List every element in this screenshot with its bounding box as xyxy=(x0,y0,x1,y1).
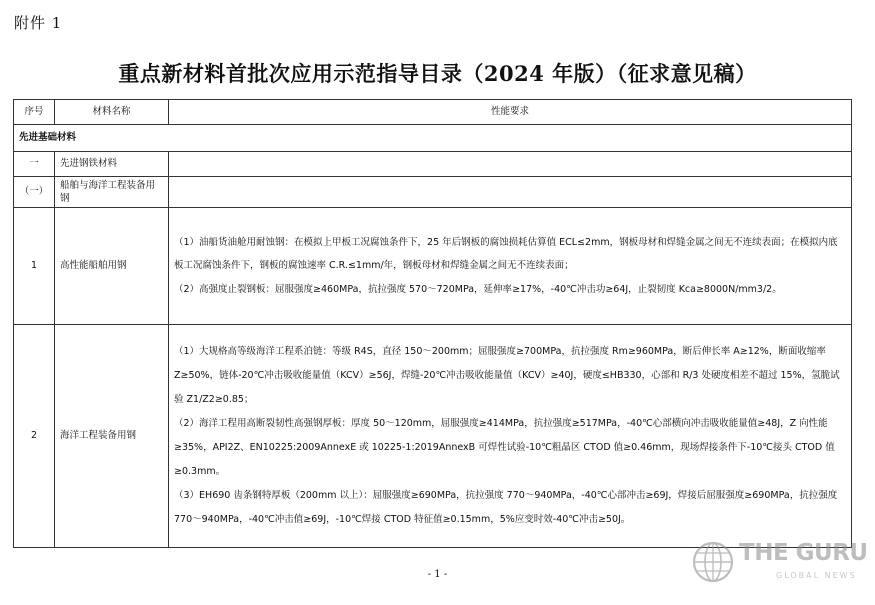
header-performance: 性能要求 xyxy=(169,100,852,125)
performance-paragraph: （1）油船货油舱用耐蚀钢：在模拟上甲板工况腐蚀条件下，25 年后钢板的腐蚀损耗估算值 ECL≤2mm，钢板母材和焊缝金属之间无不连续表面；在模拟内底板工况腐蚀条件下，钢板的腐蚀速率 C.R.≤1mm/年，钢板母材和焊缝金属之间无不连续表面； xyxy=(174,236,838,272)
performance-paragraph: （2）海洋工程用高断裂韧性高强钢厚板：厚度 50～120mm，屈服强度≥414MPa，抗拉强度≥517MPa，-40℃心部横向冲击吸收能量值≥48J，Z 向性能≥35%，API2Z、EN10225:2009AnnexE 或 10225-1:2019AnnexB 可焊性试验-10℃粗晶区 CTOD 值≥0.46mm，现场焊接条件下-10℃接头 CTOD 值≥0.3mm。 xyxy=(174,418,835,477)
row-no: 1 xyxy=(14,208,55,325)
subcategory-name: 船舶与海洋工程装备用钢 xyxy=(55,177,169,208)
row-material-name: 海洋工程装备用钢 xyxy=(55,325,169,548)
attachment-label: 附件 1 xyxy=(14,14,63,32)
subcategory-row xyxy=(14,177,852,208)
catalog-table xyxy=(13,99,852,548)
performance-paragraph: （3）EH690 齿条钢特厚板（200mm 以上）：屈服强度≥690MPa，抗拉强度 770～940MPa，-40℃心部冲击≥69J，焊接后屈服强度≥690MPa，抗拉强度 770～940MPa，-40℃冲击值≥69J，-10℃焊接 CTOD 特征值≥0.15mm，5%应变时效-40℃冲击≥50J。 xyxy=(174,490,838,525)
row-material-name: 高性能船舶用钢 xyxy=(55,208,169,325)
section-row xyxy=(14,125,852,152)
table-header-row xyxy=(14,100,852,125)
table-row xyxy=(14,208,852,325)
category-performance xyxy=(169,152,852,177)
performance-paragraph: （1）大规格高等级海洋工程系泊链：等级 R4S，直径 150～200mm；屈服强度≥700MPa，抗拉强度 Rm≥960MPa，断后伸长率 A≥12%，断面收缩率 Z≥50%，链体-20℃冲击吸收能量值（KCV）≥56J，焊缝-20℃冲击吸收能量值（KCV）≥40J，硬度≤HB330，心部和 R/3 处硬度相差不超过 15%，氢脆试验 Z1/Z2≥0.85； xyxy=(174,346,840,405)
watermark-brand: THE GURU xyxy=(739,540,868,566)
row-performance xyxy=(169,208,852,325)
category-row xyxy=(14,152,852,177)
subcategory-no: （一） xyxy=(14,177,55,208)
row-no: 2 xyxy=(14,325,55,548)
page-number: - 1 - xyxy=(427,569,448,580)
performance-paragraph: （2）高强度止裂钢板：屈服强度≥460MPa，抗拉强度 570～720MPa，延伸率≥17%，-40℃冲击功≥64J，止裂韧度 Kca≥8000N/mm3/2。 xyxy=(174,283,782,295)
row-performance xyxy=(169,325,852,548)
category-name: 先进钢铁材料 xyxy=(55,152,169,177)
section-title: 先进基础材料 xyxy=(14,125,852,152)
document-title: 重点新材料首批次应用示范指导目录（2024 年版）（征求意见稿） xyxy=(118,61,757,86)
header-no: 序号 xyxy=(14,100,55,125)
category-no: 一 xyxy=(14,152,55,177)
subcategory-performance xyxy=(169,177,852,208)
watermark-tagline: GLOBAL NEWS xyxy=(776,571,857,580)
header-material-name: 材料名称 xyxy=(55,100,169,125)
globe-logo-icon xyxy=(692,541,734,583)
table-row xyxy=(14,325,852,548)
watermark xyxy=(692,538,868,588)
